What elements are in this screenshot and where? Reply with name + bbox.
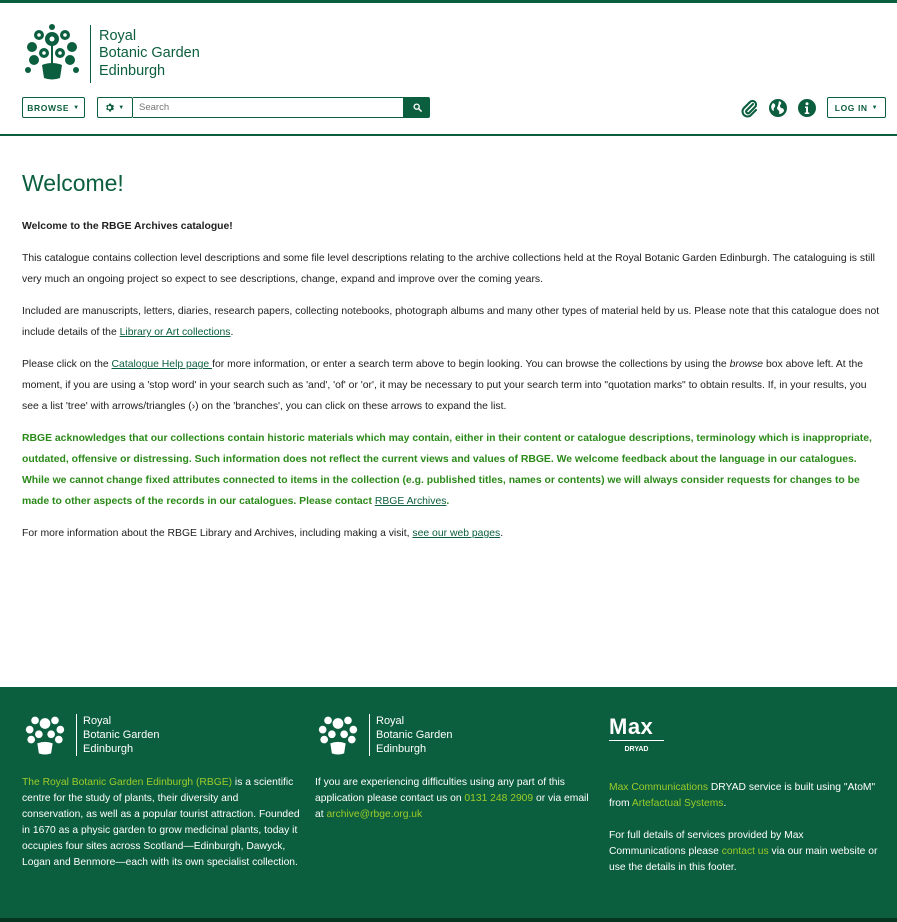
max-logo-text: Max [609, 714, 654, 739]
logo-text [99, 28, 200, 81]
library-art-link[interactable]: Library or Art collections [119, 327, 231, 338]
footer-bottom-bar [0, 918, 897, 922]
search-input[interactable] [133, 97, 404, 118]
botanic-emblem-icon [22, 711, 68, 759]
web-pages-link[interactable]: see our web pages [412, 528, 501, 539]
p5-text: For more information about the RBGE Library and Archives, including making a visit, [22, 528, 413, 539]
footer-logo-line-1: Royal [83, 715, 112, 727]
intro-heading: Welcome to the RBGE Archives catalogue! [22, 221, 233, 232]
footer-about-text [22, 775, 302, 871]
site-footer [0, 687, 897, 922]
logo-line-1: Royal [99, 27, 137, 44]
contact-us-link[interactable]: contact us [721, 846, 769, 857]
browse-button[interactable] [22, 97, 85, 118]
footer-logo-line-2: Botanic Garden [83, 729, 160, 741]
details-text-1: For full details of services provided by Max Communications please [609, 830, 804, 857]
dryad-logo-text: DRYAD [609, 740, 664, 758]
footer-logo-divider [369, 714, 370, 756]
logo-divider [90, 25, 91, 83]
paperclip-icon[interactable] [739, 98, 759, 118]
p2-end: . [230, 327, 234, 338]
search-icon [413, 103, 422, 112]
chevron-down-icon: ▼ [118, 104, 125, 111]
p2-text: Included are manuscripts, letters, diaries, research papers, collecting notebooks, photograph albums and many other types of material held by us. Please note that this catalogue does not include details of the [22, 306, 880, 338]
p3-text-2: for more information, or enter a search term above to begin looking. You can browse the collections by using the [212, 359, 730, 370]
info-icon[interactable] [797, 98, 817, 118]
contact-text-2: or via email at [315, 793, 589, 820]
footer-max-text [609, 780, 879, 812]
max-communications-link[interactable]: Max Communications [609, 782, 708, 793]
about-body: is a scientific centre for the study of plants, their diversity and conservation, as well as a popular tourist attraction. Founded in 1670 as a physic garden to grow medicinal plants, today it occupies four sites across Scotland—Edinburgh, Dawyck, Logan and Benmore—each with its own specialist collection. [22, 777, 300, 868]
login-button[interactable] [827, 97, 886, 118]
footer-col-max [609, 711, 879, 876]
browse-label: BROWSE [27, 102, 70, 113]
p5-end: . [500, 528, 504, 539]
footer-col-about [22, 711, 302, 871]
footer-logo-text [83, 714, 159, 756]
footer-logo-line-2: Botanic Garden [376, 729, 453, 741]
page-title: Welcome! [22, 170, 124, 196]
phone-link[interactable]: 0131 248 2909 [464, 793, 534, 804]
p3-text-3: box above left. At the moment, if you are using a 'stop word' in your search such as 'and', 'of' or 'or', it may be necessary to put your search term into "quotation marks" to obtain results. If, in your results, you see a list 'tree' with arrows/triangles (›) on the 'branches', you can click on these arrows to expand the list. [22, 359, 867, 412]
rbge-link[interactable]: The Royal Botanic Garden Edinburgh (RBGE) [22, 777, 233, 788]
max-text-1: DRYAD service is built using "AtoM" from [609, 782, 876, 809]
paragraph-materials [22, 301, 884, 343]
notice-text: RBGE acknowledges that our collections contain historic materials which may contain, either in their content or catalogue descriptions, terminology which is inappropriate, outdated, offensive or distressing. Such information does not reflect the current views and values of RBGE. We welcome feedback about the language in our catalogues. While we cannot change fixed attributes connected to items in the collection (e.g. published titles, names or contents) we will always consider requests for changes to be made to other aspects of the records in our catalogues. Please contact [22, 433, 872, 507]
paragraph-more-info [22, 523, 884, 544]
search-button[interactable] [404, 97, 430, 118]
footer-contact-text [315, 775, 595, 823]
globe-icon[interactable] [768, 98, 788, 118]
logo-line-3: Edinburgh [99, 62, 166, 79]
paragraph-notice [22, 428, 884, 512]
footer-logo-line-3: Edinburgh [83, 743, 134, 755]
footer-logo-line-3: Edinburgh [376, 743, 427, 755]
botanic-emblem-icon [22, 23, 82, 85]
footer-logo-2[interactable] [315, 711, 595, 759]
paragraph-catalogue: This catalogue contains collection level descriptions and some file level descriptions relating to the archive collections held at the Royal Botanic Garden Edinburgh. The cataloguing is still very much an ongoing project so expect to see descriptions, change, expand and improve over the coming years. [22, 253, 875, 285]
details-text-2: via our main website or use the details in this footer. [609, 846, 878, 873]
chevron-down-icon: ▼ [73, 104, 80, 111]
botanic-emblem-icon [315, 711, 361, 759]
chevron-down-icon: ▼ [871, 104, 879, 111]
gear-icon [105, 103, 114, 112]
artefactual-link[interactable]: Artefactual Systems [631, 798, 724, 809]
search-options-button[interactable] [97, 97, 133, 118]
rbge-archives-link[interactable]: RBGE Archives [374, 496, 447, 507]
logo-line-2: Botanic Garden [99, 45, 200, 62]
p3-text-1: Please click on the [22, 359, 112, 370]
paragraph-help [22, 354, 884, 417]
footer-logo-divider [76, 714, 77, 756]
catalogue-help-link[interactable]: Catalogue Help page [111, 359, 213, 370]
notice-end: . [446, 496, 450, 507]
max-text-2: . [723, 798, 727, 809]
rbge-logo[interactable] [22, 23, 200, 85]
footer-logo-1[interactable] [22, 711, 302, 759]
email-link[interactable]: archive@rbge.org.uk [326, 809, 423, 820]
main-content [22, 168, 884, 555]
max-logo[interactable] [609, 716, 879, 764]
footer-max-details [609, 828, 879, 876]
footer-logo-line-1: Royal [376, 715, 405, 727]
contact-text-1: If you are experiencing difficulties using any part of this application please contact us on [315, 777, 565, 804]
p3-browse-emphasis: browse [729, 359, 764, 370]
site-header [0, 3, 897, 136]
footer-col-contact [315, 711, 595, 823]
login-label: LOG IN [834, 102, 868, 113]
footer-logo-text [376, 714, 452, 756]
